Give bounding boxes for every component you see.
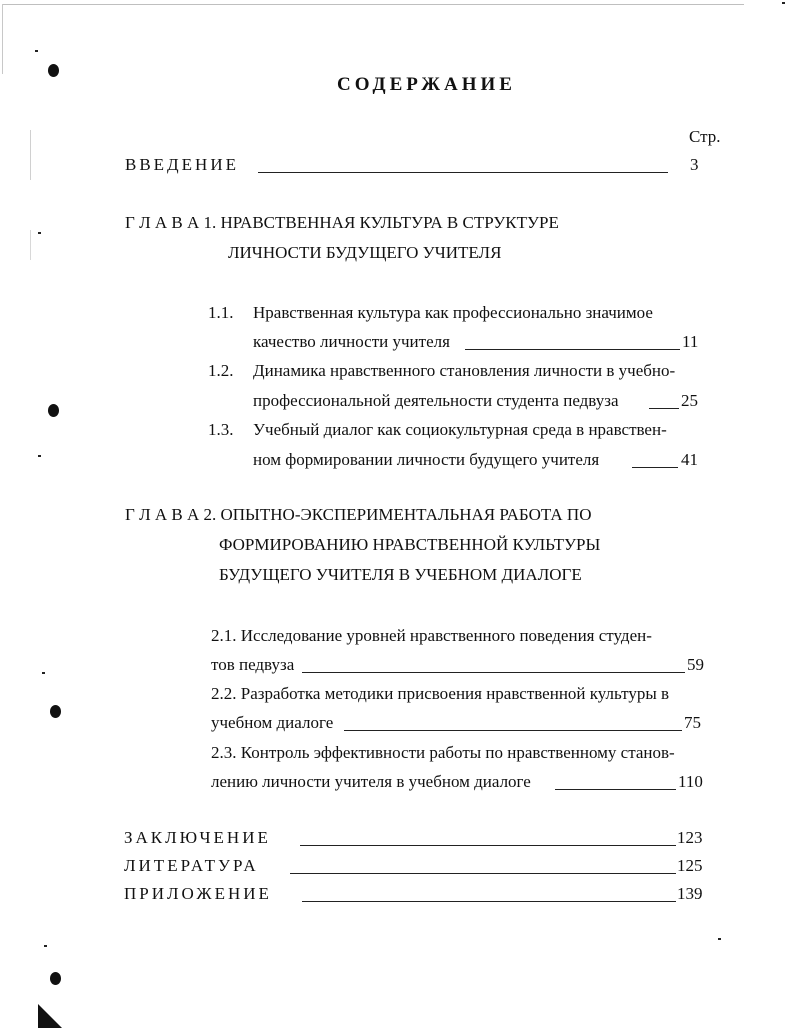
section-title-continued: профессиональной деятельности студента педвуза xyxy=(253,391,619,410)
toc-page-number: 25 xyxy=(681,391,698,410)
leader-line xyxy=(300,845,676,846)
toc-page-number: 123 xyxy=(677,828,703,847)
toc-page-number: 75 xyxy=(684,713,701,732)
section-title: Учебный диалог как социокультурная среда в нравствен- xyxy=(253,420,667,439)
toc-page-number: 139 xyxy=(677,884,703,903)
chapter2-heading-continued: ФОРМИРОВАНИЮ НРАВСТВЕННОЙ КУЛЬТУРЫ xyxy=(219,535,601,554)
scan-speck xyxy=(782,2,785,4)
leader-line xyxy=(344,730,682,731)
section-title-continued: учебном диалоге xyxy=(211,713,334,732)
leader-line xyxy=(302,901,676,902)
scan-speck xyxy=(38,455,41,457)
toc-page-number: 41 xyxy=(681,450,698,469)
section-title-continued: качество личности учителя xyxy=(253,332,450,351)
section-title-continued: ном формировании личности будущего учителя xyxy=(253,450,600,469)
chapter1-heading-continued: ЛИЧНОСТИ БУДУЩЕГО УЧИТЕЛЯ xyxy=(228,243,502,262)
leader-line xyxy=(290,873,676,874)
scan-speck xyxy=(35,50,38,52)
toc-entry-label: ЗАКЛЮЧЕНИЕ xyxy=(124,828,271,847)
chapter2-heading[interactable]: Г Л А В А 2. ОПЫТНО-ЭКСПЕРИМЕНТАЛЬНАЯ РАБОТА ПО xyxy=(125,505,592,524)
scan-edge-mark xyxy=(30,230,31,260)
section-number: 1.2. xyxy=(208,361,234,380)
page-title: СОДЕРЖАНИЕ xyxy=(337,74,516,95)
scan-speck xyxy=(38,232,41,234)
section-number: 1.3. xyxy=(208,420,234,439)
leader-line xyxy=(302,672,685,673)
toc-page-number: 125 xyxy=(677,856,703,875)
scan-speck xyxy=(44,945,47,947)
toc-page-number: 110 xyxy=(678,772,703,791)
scan-speck xyxy=(42,672,45,674)
punch-hole-icon xyxy=(48,404,59,417)
toc-entry-label: ВВЕДЕНИЕ xyxy=(125,155,239,174)
toc-page-number: 3 xyxy=(690,155,699,174)
leader-line xyxy=(632,467,678,468)
leader-line xyxy=(465,349,680,350)
section-title: 2.1. Исследование уровней нравственного поведения студен- xyxy=(211,626,652,645)
scan-edge-left xyxy=(2,4,3,74)
scan-edge-mark xyxy=(30,130,31,180)
scan-edge-top xyxy=(2,4,744,5)
section-title: 2.2. Разработка методики присвоения нравственной культуры в xyxy=(211,684,670,703)
punch-hole-icon xyxy=(50,705,61,718)
section-title: 2.3. Контроль эффективности работы по нравственному станов- xyxy=(211,743,675,762)
chapter2-heading-continued: БУДУЩЕГО УЧИТЕЛЯ В УЧЕБНОМ ДИАЛОГЕ xyxy=(219,565,582,584)
toc-entry-label: ЛИТЕРАТУРА xyxy=(124,856,259,875)
toc-page-number: 59 xyxy=(687,655,704,674)
page-column-header: Стр. xyxy=(689,127,721,146)
section-number: 1.1. xyxy=(208,303,234,322)
section-title: Нравственная культура как профессионально значимое xyxy=(253,303,653,322)
scan-speck xyxy=(718,938,721,940)
section-title-continued: тов педвуза xyxy=(211,655,295,674)
leader-line xyxy=(555,789,676,790)
chapter1-heading[interactable]: Г Л А В А 1. НРАВСТВЕННАЯ КУЛЬТУРА В СТРУКТУРЕ xyxy=(125,213,559,232)
section-title-continued: лению личности учителя в учебном диалоге xyxy=(211,772,531,791)
leader-line xyxy=(649,408,679,409)
punch-hole-icon xyxy=(50,972,61,985)
toc-entry-label: ПРИЛОЖЕНИЕ xyxy=(124,884,272,903)
section-title: Динамика нравственного становления личности в учебно- xyxy=(253,361,676,380)
toc-page-number: 11 xyxy=(682,332,699,351)
leader-line xyxy=(258,172,668,173)
corner-mark-icon xyxy=(38,1004,62,1028)
punch-hole-icon xyxy=(48,64,59,77)
